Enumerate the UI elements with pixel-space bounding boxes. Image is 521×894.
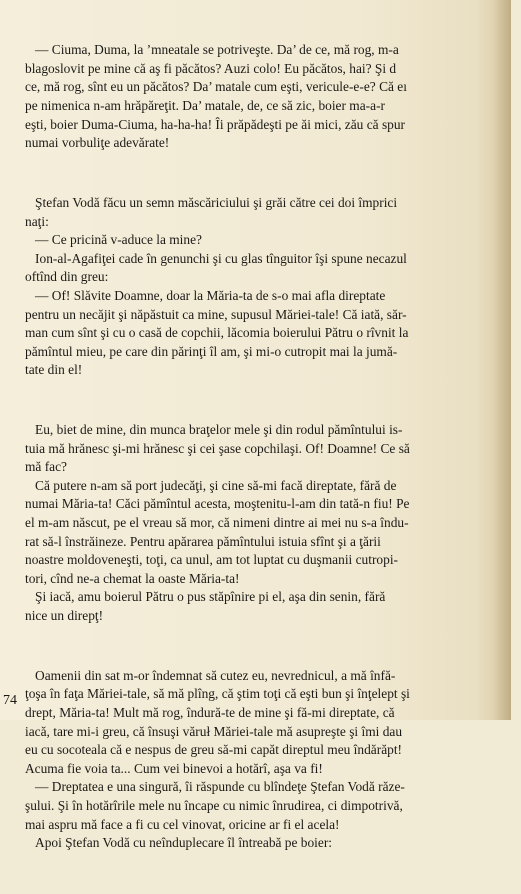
paragraph-3: Eu, biet de mine, din munca braţelor mele şi din rodul pămîntului is- tuia mă hrănesc şi-mi hrănesc şi cei şase copchilaşi. Of! Doamne! Ce să mă fac? Că putere n-am să port judecăţi, şi cine să-mi facă direptate, fără de numai Măria-ta! Căci pămîntul acesta, moştenitu-l-am din tată-n fiu! Pe el m-am născut, pe el vreau să mor, că nimeni dintre ai mei nu s-a îndu- rat să-l înstrăineze. Pentru apărarea pămîntului istuia sfînt şi a ţării noastre moldoveneşti, toţi, ca unul, am tot luptat cu duşmanii cutropi- tori, cînd ne-a chemat la oaste Măria-ta! Şi iacă, amu boierul Pătru o pus stăpînire pi el, aşa din senin, fără nice un direpţ! <box>25 422 410 623</box>
paragraph-2: Ştefan Vodă făcu un semn măscăriciului şi grăi către cei doi împrici naţi: — Ce pricină v-aduce la mine? Ion-al-Agafiţei cade în genunchi şi cu glas tînguitor îşi spune necazul oftînd din greu: — Of! Slăvite Doamne, doar la Măria-ta de s-o mai afla direptate pentru un necăjit şi năpăstuit ca mine, supusul Măriei-tale! Că iată, săr- man cum sînt şi cu o casă de copchii, lăcomia boierului Pătru o rîvnit la pămîntul mieu, pe care din părinţi îl am, şi mi-o cutropit mai la jumă- tate din el! <box>25 194 409 378</box>
paragraph-4: Oamenii din sat m-or îndemnat să cutez eu, nevrednicul, a mă înfă- ţoşa în faţa Măriei-tale, să mă plîng, că ştim toţi că eşti bun şi înţelept şi drept, Măria-ta! Mult mă rog, îndură-te de mine şi fă-mi direptate, că iacă, tare mi-i greu, că însuşi văruł Măriei-tale mă asupreşte şi îmi dau eu cu socoteala că e nespus de greu să-mi capăt direptul meu îndărăpt! Acuma fie voia ta... Cum vei binevoi a hotărî, aşa va fi! — Dreptatea e una singură, îi răspunde cu blîndeţe Ştefan Vodă răze- şului. Şi în hotărîrile mele nu încape cu nimic înrudirea, ci dimpotrivă, mai aspru mă face a fi cu cel vinovat, oricine ar fi el acela! Apoi Ştefan Vodă cu neînduplecare îl întreabă pe boier: <box>25 667 410 851</box>
page-text <box>25 4 521 894</box>
paragraph-1: — Ciuma, Duma, la ’mneatale se potriveşte. Da’ de ce, mă rog, m-a blagoslovit pe mine că aş fi păcătos? Auzi colo! Eu păcătos, hai? Şi d ce, mă rog, sînt eu un păcătos? Da’ matale cum eşti, vericule-e-e? Că eı pe nimenica n-am hrăpăreţit. Da’ matale, de, ce să zic, boier ma-a-r eşti, boier Duma-Ciuma, ha-ha-ha! Îi prăpădeşti pe ăi mici, zău că spur numai vorbuliţe adevărate! <box>25 42 407 151</box>
page-number: 74 <box>3 693 17 708</box>
